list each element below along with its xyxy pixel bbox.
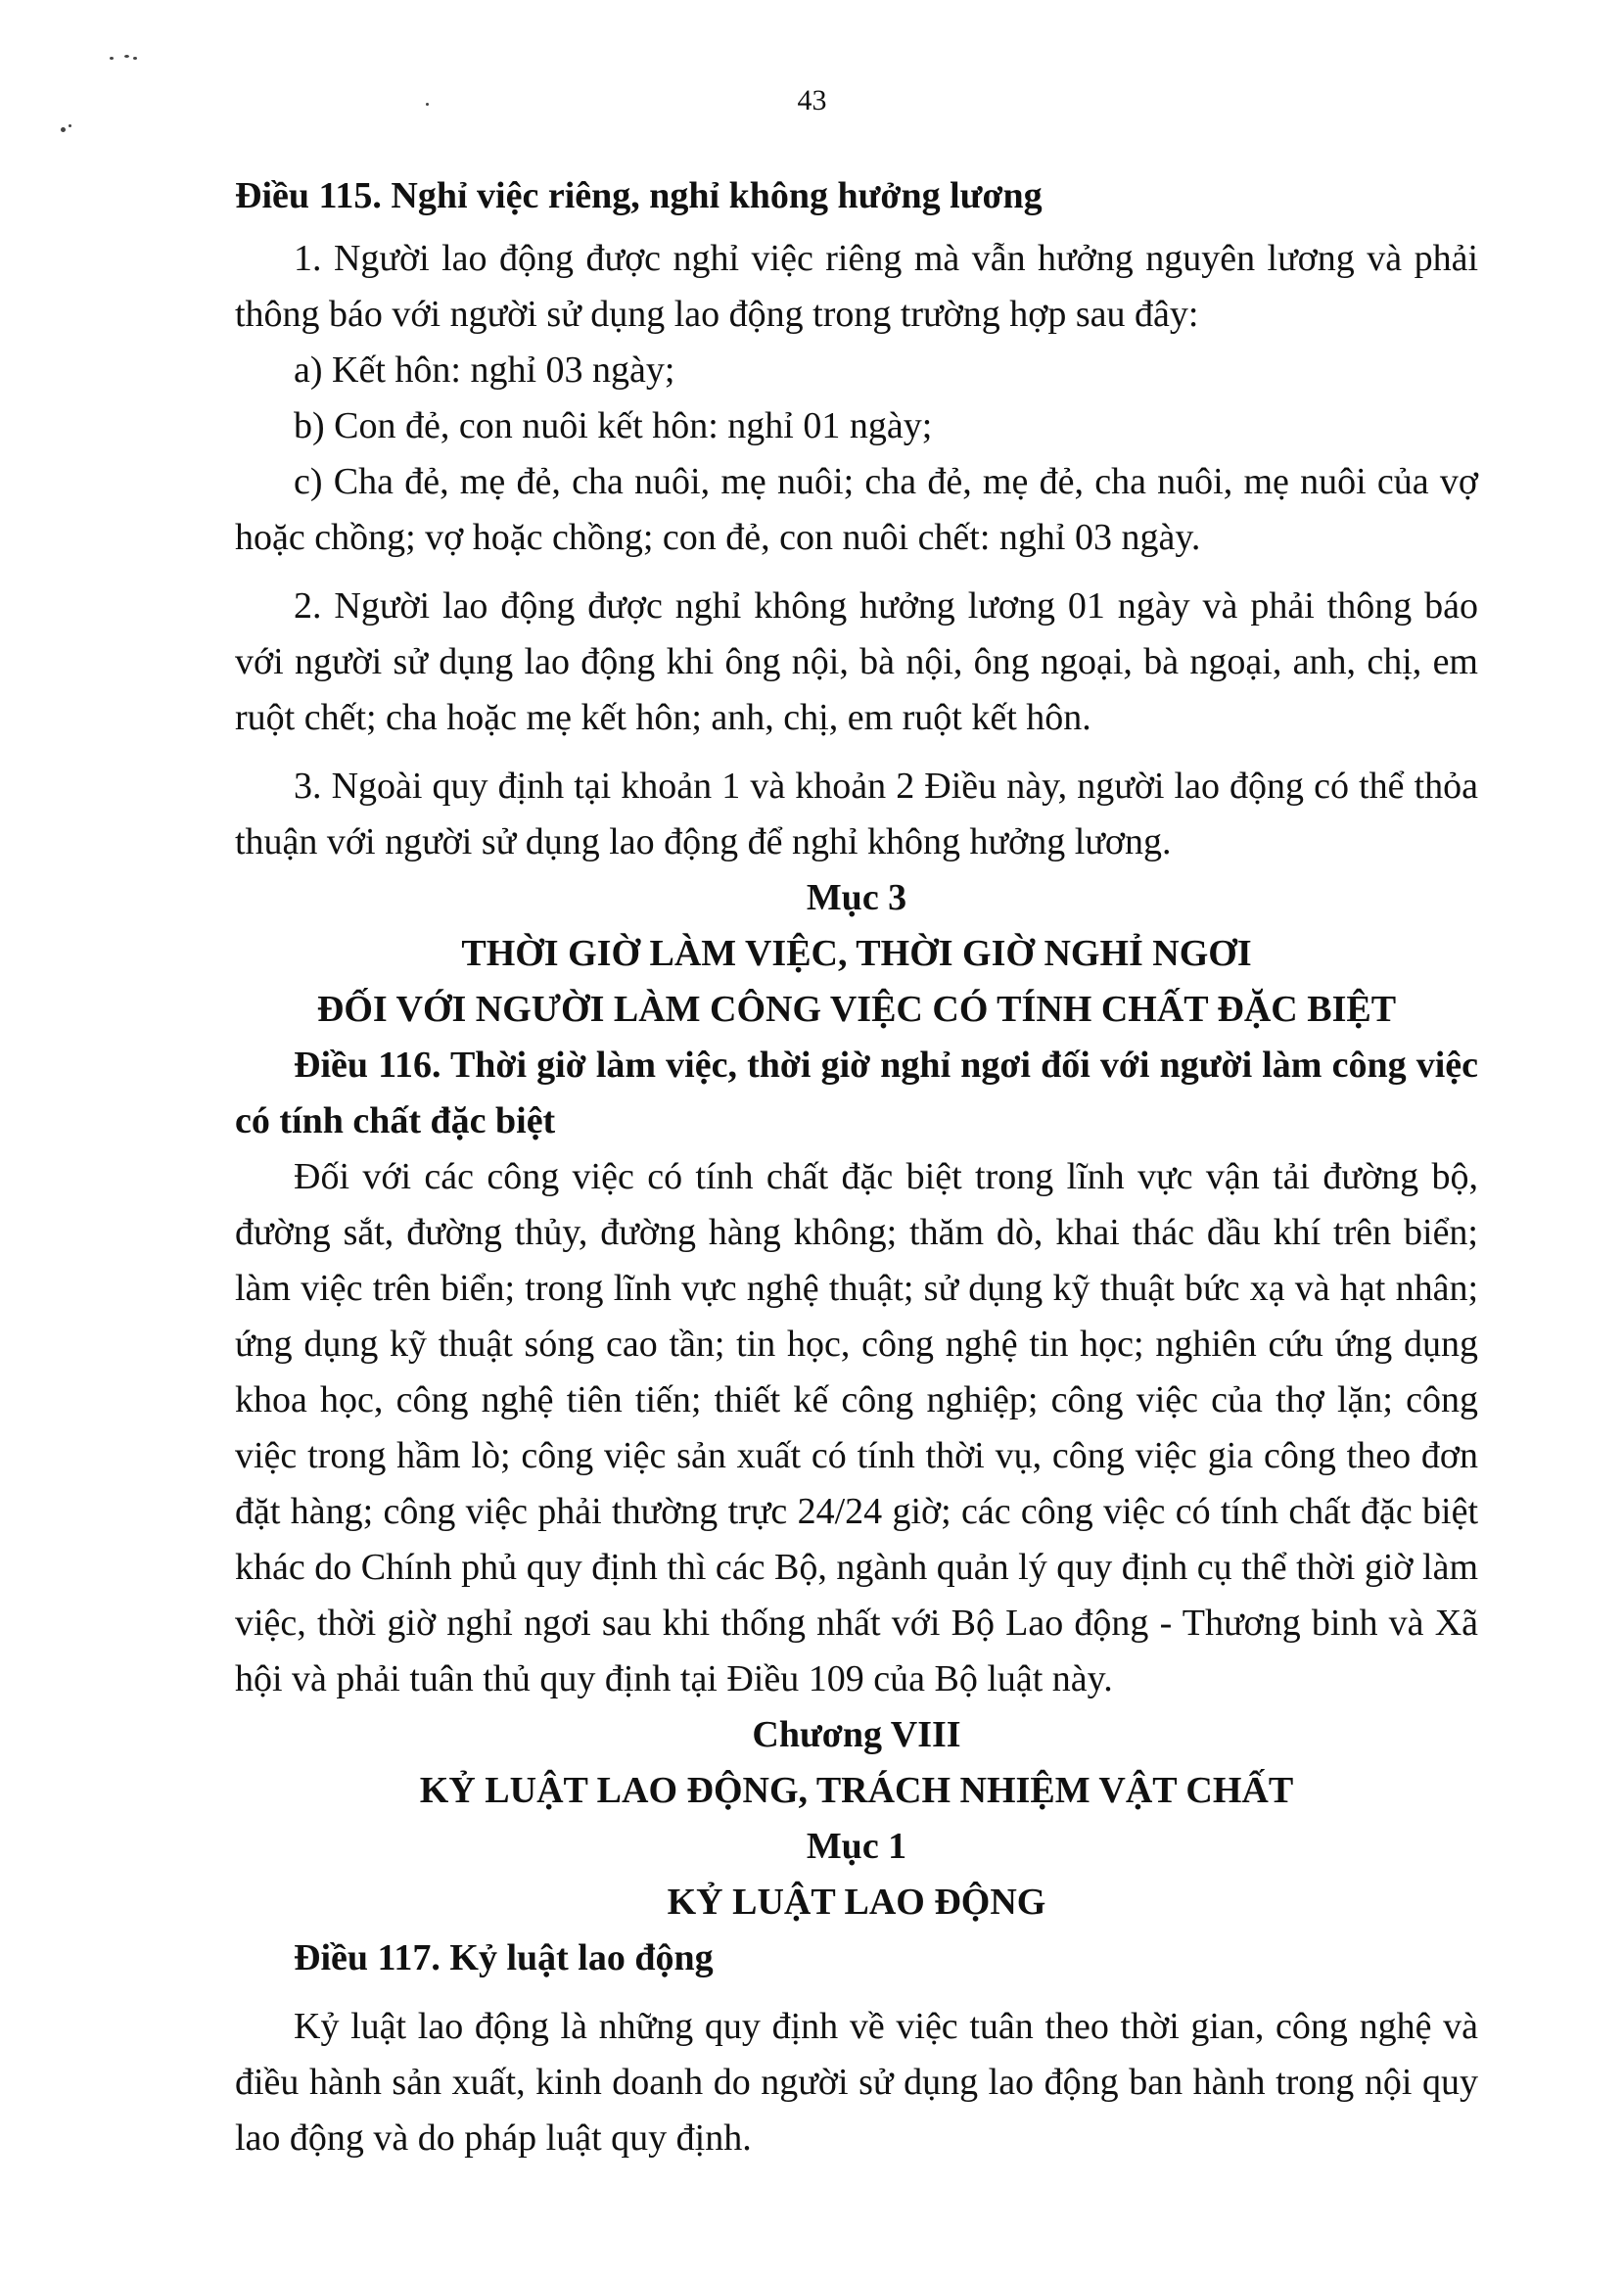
article-116-title: Điều 116. Thời giờ làm việc, thời giờ nghỉ ngơi đối với người làm công việc có tính chất đặc biệt — [235, 1045, 1478, 1141]
article-115-item-c: c) Cha đẻ, mẹ đẻ, cha nuôi, mẹ nuôi; cha đẻ, mẹ đẻ, cha nuôi, mẹ nuôi của vợ hoặc chồng; vợ hoặc chồng; con đẻ, con nuôi chết: nghỉ 03 ngày. — [235, 461, 1478, 558]
article-115-clause-3: 3. Ngoài quy định tại khoản 1 và khoản 2 Điều này, người lao động có thể thỏa thuận với người sử dụng lao động để nghỉ không hưởng lương. — [235, 766, 1478, 862]
article-115-item-b: b) Con đẻ, con nuôi kết hôn: nghỉ 01 ngày; — [294, 405, 933, 446]
chapter-8-heading: KỶ LUẬT LAO ĐỘNG, TRÁCH NHIỆM VẬT CHẤT — [419, 1770, 1294, 1811]
article-115-clause-2: 2. Người lao động được nghỉ không hưởng lương 01 ngày và phải thông báo với người sử dụng lao động khi ông nội, bà nội, ông ngoại, bà ngoại, anh, chị, em ruột chết; cha hoặc mẹ kết hôn; anh, chị, em ruột kết hôn. — [235, 585, 1478, 738]
section-3-label: Mục 3 — [806, 877, 907, 918]
document-body — [235, 168, 1478, 2166]
section-3-heading-line-1: THỜI GIỜ LÀM VIỆC, THỜI GIỜ NGHỈ NGƠI — [461, 933, 1252, 974]
article-116-body: Đối với các công việc có tính chất đặc biệt trong lĩnh vực vận tải đường bộ, đường sắt, đường thủy, đường hàng không; thăm dò, khai thác dầu khí trên biển; làm việc trên biển; trong lĩnh vực nghệ thuật; sử dụng kỹ thuật bức xạ và hạt nhân; ứng dụng kỹ thuật sóng cao tần; tin học, công nghệ tin học; nghiên cứu ứng dụng khoa học, công nghệ tiên tiến; thiết kế công nghiệp; công việc của thợ lặn; công việc trong hầm lò; công việc sản xuất có tính thời vụ, công việc gia công theo đơn đặt hàng; công việc phải thường trực 24/24 giờ; các công việc có tính chất đặc biệt khác do Chính phủ quy định thì các Bộ, ngành quản lý quy định cụ thể thời giờ làm việc, thời giờ nghỉ ngơi sau khi thống nhất với Bộ Lao động - Thương binh và Xã hội và phải tuân thủ quy định tại Điều 109 của Bộ luật này. — [235, 1156, 1478, 1699]
article-117-title: Điều 117. Kỷ luật lao động — [294, 1937, 714, 1978]
chapter-8-label: Chương VIII — [752, 1714, 961, 1755]
section-3-heading-line-2: ĐỐI VỚI NGƯỜI LÀM CÔNG VIỆC CÓ TÍNH CHẤT ĐẶC BIỆT — [316, 989, 1397, 1030]
article-115-title: Điều 115. Nghỉ việc riêng, nghỉ không hưởng lương — [235, 175, 1043, 216]
article-117-body: Kỷ luật lao động là những quy định về việc tuân theo thời gian, công nghệ và điều hành sản xuất, kinh doanh do người sử dụng lao động ban hành trong nội quy lao động và do pháp luật quy định. — [235, 2006, 1478, 2159]
article-115-clause-1: 1. Người lao động được nghỉ việc riêng mà vẫn hưởng nguyên lương và phải thông báo với người sử dụng lao động trong trường hợp sau đây: — [235, 238, 1478, 335]
article-115-item-a: a) Kết hôn: nghỉ 03 ngày; — [294, 349, 675, 391]
page-number: 43 — [797, 84, 827, 116]
chapter-8-section-1-label: Mục 1 — [806, 1826, 907, 1867]
chapter-8-section-1-heading: KỶ LUẬT LAO ĐỘNG — [667, 1882, 1046, 1923]
